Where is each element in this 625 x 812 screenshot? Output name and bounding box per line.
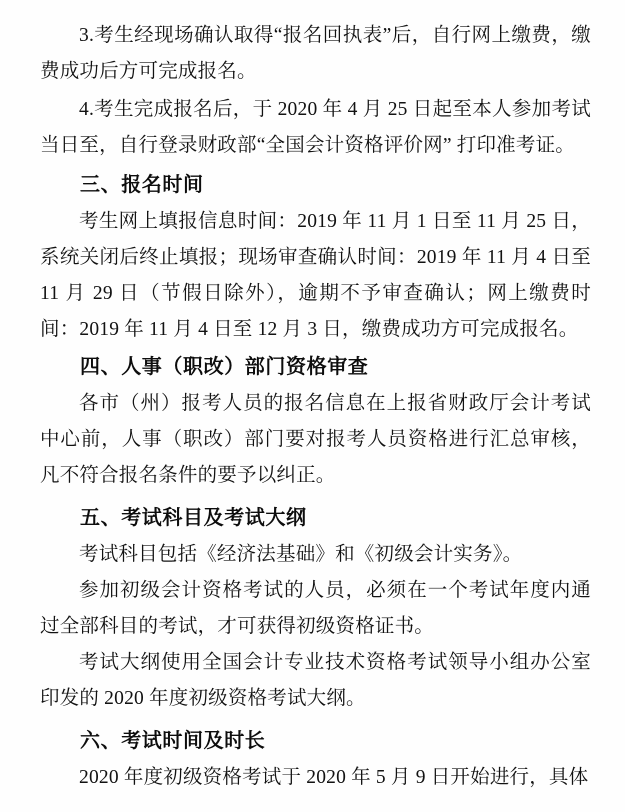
paragraph-item-3: 3.考生经现场确认取得“报名回执表”后，自行网上缴费，缴费成功后方可完成报名。 — [40, 25, 591, 82]
heading-section-3: 三、报名时间 — [80, 174, 204, 196]
heading-section-5: 五、考试科目及考试大纲 — [80, 507, 307, 529]
paragraph-section-5-body-3: 考试大纲使用全国会计专业技术资格考试领导小组办公室印发的 2020 年度初级资格考试大纲。 — [40, 652, 591, 709]
paragraph-item-4: 4.考生完成报名后，于 2020 年 4 月 25 日起至本人参加考试当日至，自行登录财政部“全国会计资格评价网” 打印准考证。 — [40, 99, 591, 156]
heading-section-4: 四、人事（职改）部门资格审查 — [80, 356, 369, 378]
paragraph-section-3-body: 考生网上填报信息时间：2019 年 11 月 1 日至 11 月 25 日，系统关闭后终止填报；现场审查确认时间：2019 年 11 月 4 日至 11 月 29 日（节假日除外），逾期不予审查确认；网上缴费时间：2019 年 11 月 4 日至 12 月 3 日，缴费成功方可完成报名。 — [40, 211, 591, 340]
paragraph-section-4-body: 各市（州）报考人员的报名信息在上报省财政厅会计考试中心前，人事（职改）部门要对报考人员资格进行汇总审核，凡不符合报名条件的要予以纠正。 — [40, 393, 591, 486]
heading-section-6: 六、考试时间及时长 — [80, 730, 266, 752]
paragraph-section-5-body-1: 考试科目包括《经济法基础》和《初级会计实务》。 — [79, 544, 523, 565]
paragraph-section-5-body-2: 参加初级会计资格考试的人员，必须在一个考试年度内通过全部科目的考试，才可获得初级资格证书。 — [40, 580, 591, 637]
paragraph-section-6-body: 2020 年度初级资格考试于 2020 年 5 月 9 日开始进行，具体 — [79, 767, 589, 788]
